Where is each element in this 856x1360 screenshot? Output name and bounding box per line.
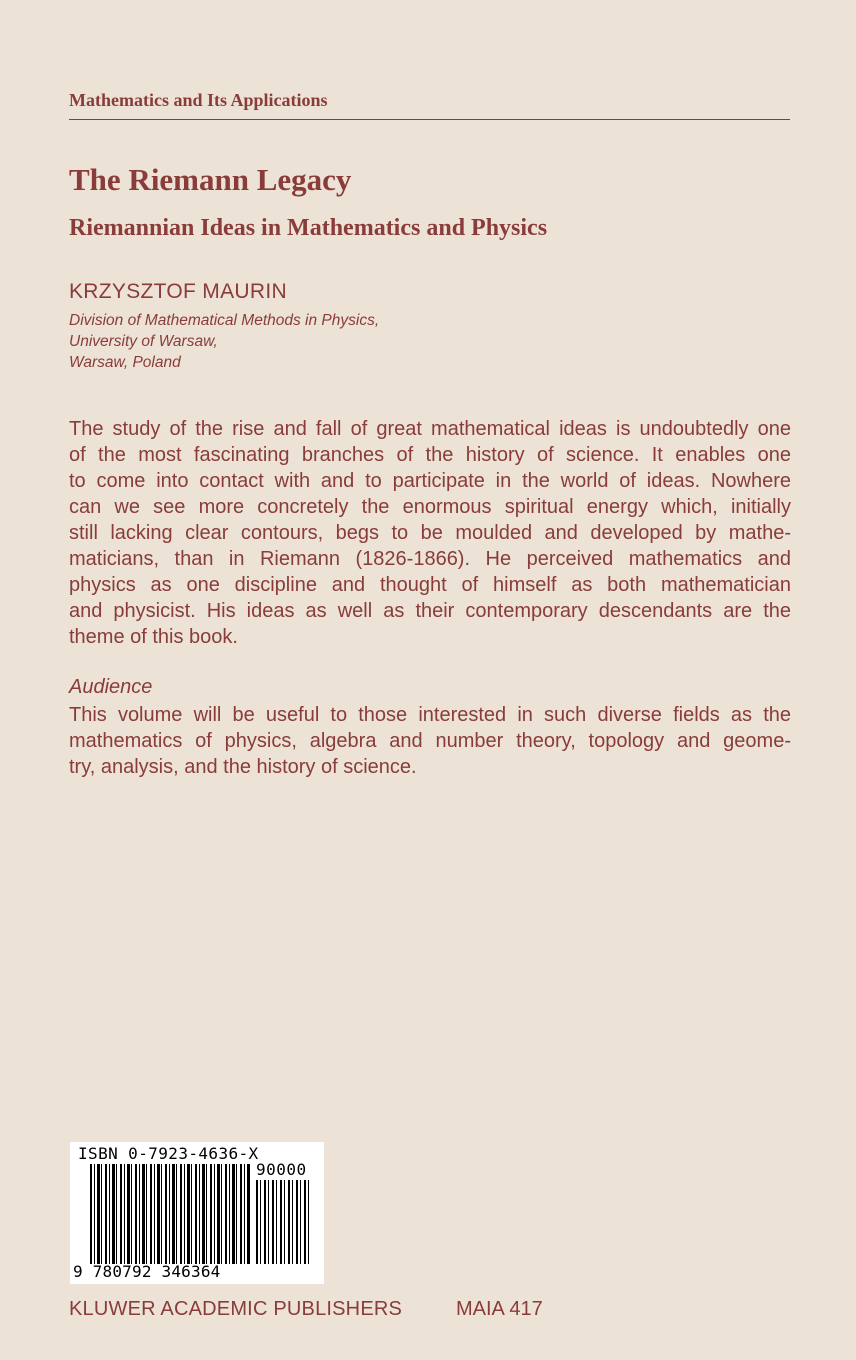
audience-heading: Audience — [69, 676, 153, 698]
barcode-addon-bars — [256, 1180, 312, 1264]
description-line: still lacking clear contours, begs to be moulded and developed by mathe- — [69, 522, 791, 544]
description-line: The study of the rise and fall of great mathematical ideas is undoubtedly one — [69, 418, 791, 440]
series-code: MAIA 417 — [456, 1298, 543, 1320]
author-name: KRZYSZTOF MAURIN — [69, 280, 287, 303]
description-line: can we see more concretely the enormous spiritual energy which, initially — [69, 496, 791, 518]
series-title: Mathematics and Its Applications — [69, 90, 328, 110]
publisher-name: KLUWER ACADEMIC PUBLISHERS — [69, 1298, 403, 1320]
barcode-addon-number: 90000 — [256, 1160, 307, 1179]
barcode-bars — [90, 1164, 250, 1264]
description-line: maticians, than in Riemann (1826-1866). He perceived mathematics and — [69, 548, 791, 570]
affiliation-line: Division of Mathematical Methods in Physics, — [69, 312, 380, 329]
audience-paragraph — [69, 702, 791, 780]
affiliation-line: University of Warsaw, — [69, 333, 218, 350]
description-line: and physicist. His ideas as well as their contemporary descendants are the — [69, 600, 791, 622]
audience-line: try, analysis, and the history of science. — [69, 756, 417, 778]
divider-rule — [69, 119, 790, 120]
ean-digits: 9 780792 346364 — [73, 1262, 221, 1281]
affiliation-line: Warsaw, Poland — [69, 354, 181, 371]
book-title: The Riemann Legacy — [69, 162, 352, 197]
description-line: to come into contact with and to participate in the world of ideas. Nowhere — [69, 470, 791, 492]
description-line: of the most fascinating branches of the history of science. It enables one — [69, 444, 791, 466]
description-paragraph — [69, 416, 791, 650]
audience-line: mathematics of physics, algebra and number theory, topology and geome- — [69, 730, 791, 752]
isbn-number: ISBN 0-7923-4636-X — [78, 1144, 259, 1163]
audience-line: This volume will be useful to those interested in such diverse fields as the — [69, 704, 791, 726]
book-subtitle: Riemannian Ideas in Mathematics and Physics — [69, 215, 548, 241]
description-line: theme of this book. — [69, 626, 238, 648]
isbn-barcode — [70, 1142, 324, 1284]
description-line: physics as one discipline and thought of himself as both mathematician — [69, 574, 791, 596]
author-affiliation — [69, 310, 379, 373]
